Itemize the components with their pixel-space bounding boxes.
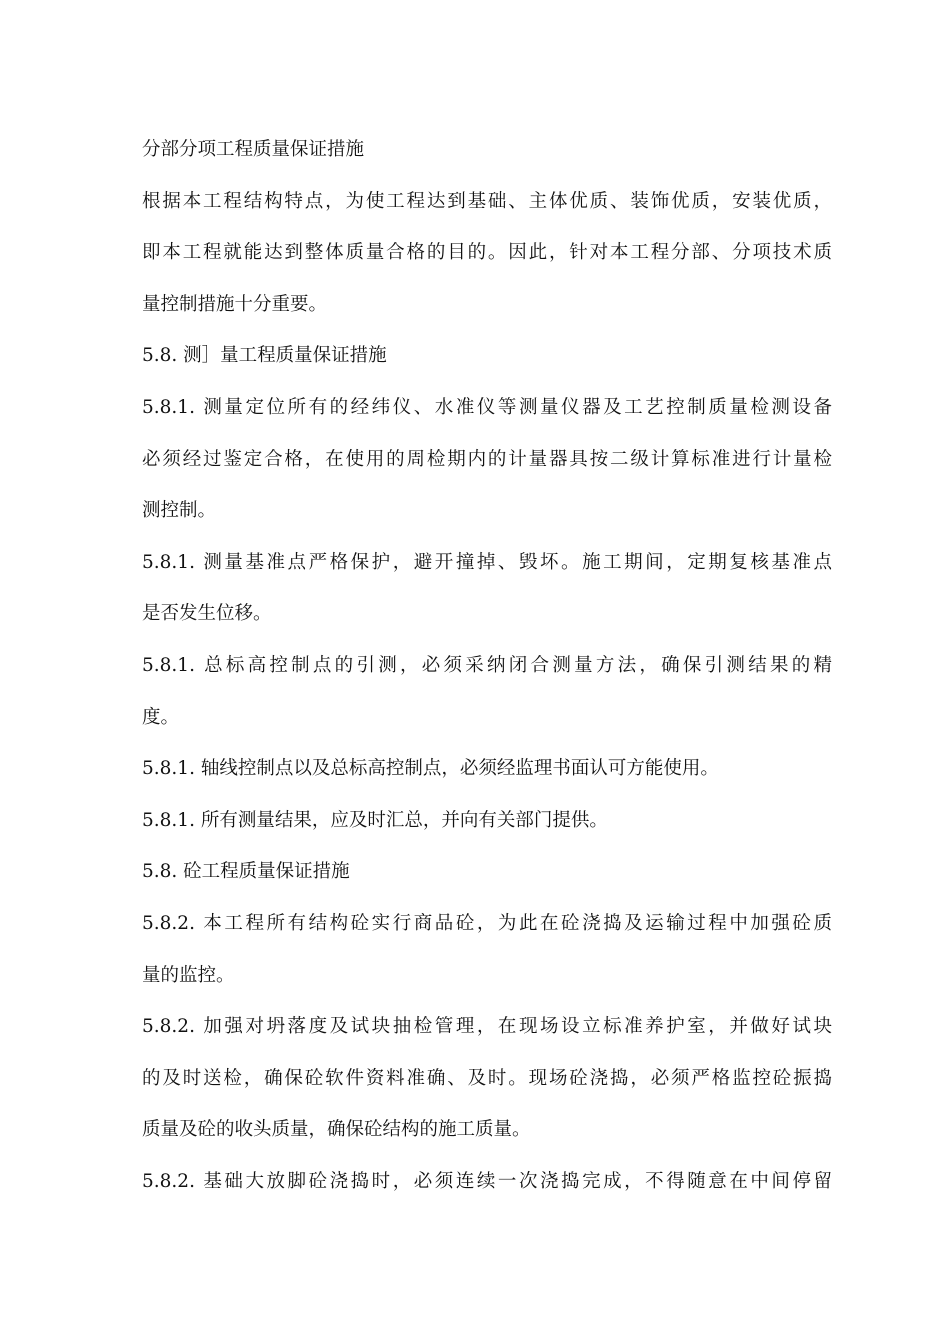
text-line: 5.8.1. 测量基准点严格保护，避开撞掉、毁坏。施工期间，定期复核基准点 [142,551,832,573]
text-line: 5.8.1. 测量定位所有的经纬仪、水准仪等测量仪器及工艺控制质量检测设备 [142,396,832,418]
text-line: 5.8. 砼工程质量保证措施 [142,861,350,883]
text-line: 5.8.1. 所有测量结果，应及时汇总，并向有关部门提供。 [142,809,608,831]
text-line: 量的监控。 [142,964,235,986]
text-line: 5.8. 测］量工程质量保证措施 [142,345,387,367]
text-line: 5.8.1. 轴线控制点以及总标高控制点，必须经监理书面认可方能使用。 [142,758,719,780]
text-line: 5.8.2. 加强对坍落度及试块抽检管理，在现场设立标准养护室，并做好试块 [142,1016,832,1038]
text-line: 度。 [142,706,180,728]
text-line: 质量及砼的收头质量，确保砼结构的施工质量。 [142,1119,531,1141]
text-line: 分部分项工程质量保证措施 [142,139,365,160]
text-line: 必须经过鉴定合格，在使用的周检期内的计量器具按二级计算标准进行计量检 [142,448,832,470]
text-line: 是否发生位移。 [142,603,272,625]
text-line: 根据本工程结构特点，为使工程达到基础、主体优质、装饰优质，安装优质， [142,190,832,212]
document-body [142,124,832,1207]
text-line: 5.8.1. 总标高控制点的引测，必须采纳闭合测量方法，确保引测结果的精 [142,654,832,676]
text-line: 5.8.2. 基础大放脚砼浇捣时，必须连续一次浇捣完成，不得随意在中间停留 [142,1170,832,1192]
text-line: 即本工程就能达到整体质量合格的目的。因此，针对本工程分部、分项技术质 [142,242,832,264]
text-line: 的及时送检，确保砼软件资料准确、及时。现场砼浇捣，必须严格监控砼振捣 [142,1067,832,1089]
text-line: 量控制措施十分重要。 [142,293,328,315]
text-line: 测控制。 [142,500,217,522]
text-line: 5.8.2. 本工程所有结构砼实行商品砼，为此在砼浇捣及运输过程中加强砼质 [142,912,832,934]
